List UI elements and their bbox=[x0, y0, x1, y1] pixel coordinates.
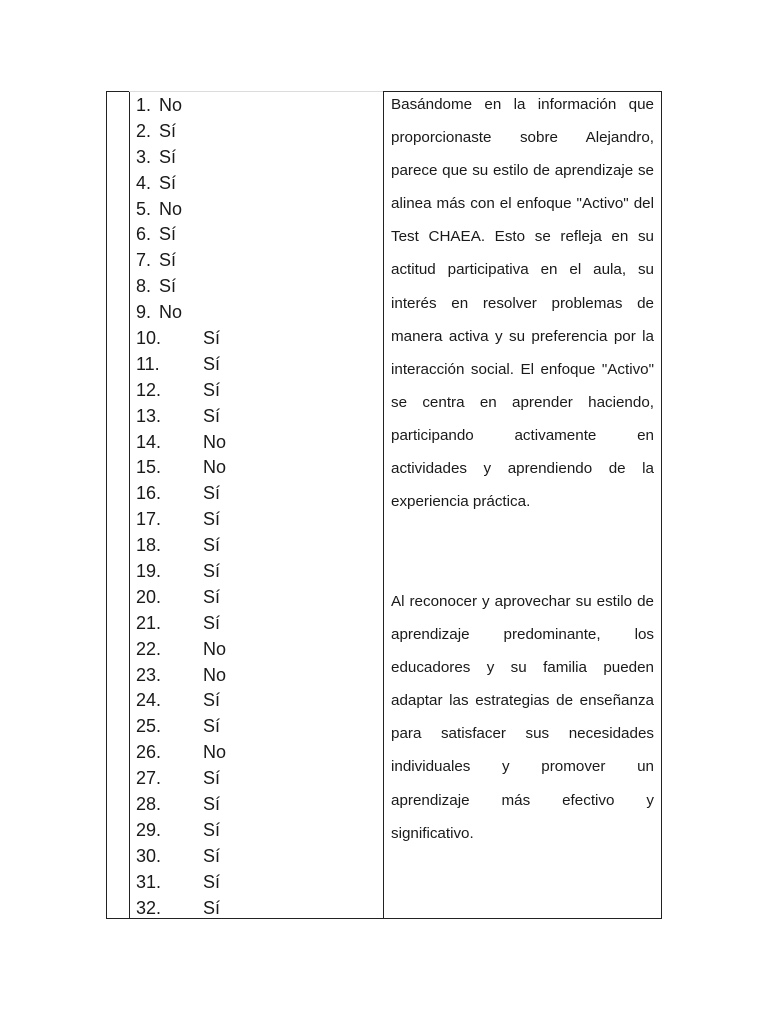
list-item bbox=[136, 274, 376, 300]
item-number: 32. bbox=[136, 897, 162, 918]
item-number: 11. bbox=[136, 353, 160, 374]
item-number: 22. bbox=[136, 638, 162, 659]
item-answer: Sí bbox=[203, 328, 221, 349]
item-number: 18. bbox=[136, 535, 162, 556]
list-item bbox=[136, 300, 376, 326]
list-item bbox=[136, 222, 376, 248]
list-item bbox=[136, 818, 376, 844]
item-number: 19. bbox=[136, 561, 162, 582]
list-item bbox=[136, 870, 376, 896]
list-item bbox=[136, 171, 376, 197]
list-item bbox=[136, 611, 376, 637]
item-answer: Sí bbox=[203, 586, 221, 607]
item-answer: Sí bbox=[203, 405, 221, 426]
item-number: 23. bbox=[136, 664, 162, 685]
list-item bbox=[136, 352, 376, 378]
list-item bbox=[136, 533, 376, 559]
item-number: 28. bbox=[136, 794, 162, 815]
list-item bbox=[136, 404, 376, 430]
analysis-paragraph-2: Al reconocer y aprovechar su estilo de aprendizaje predominante, los educadores y su familia pueden adaptar las estrategias de enseñanza para satisfacer sus necesidades individuales y promover un aprendizaje más efectivo y significativo. bbox=[391, 593, 654, 842]
item-answer: Sí bbox=[203, 871, 221, 892]
list-item bbox=[136, 197, 376, 223]
list-item bbox=[136, 430, 376, 456]
list-item bbox=[136, 714, 376, 740]
item-answer: Sí bbox=[159, 172, 177, 193]
top-left-edge bbox=[106, 91, 130, 92]
item-answer: Sí bbox=[159, 224, 177, 245]
item-number: 31. bbox=[136, 871, 162, 892]
item-answer: No bbox=[203, 431, 227, 452]
item-number: 26. bbox=[136, 742, 162, 763]
list-item bbox=[136, 507, 376, 533]
item-answer: Sí bbox=[203, 819, 221, 840]
item-number: 1. bbox=[136, 95, 152, 115]
item-answer: No bbox=[203, 638, 227, 659]
item-number: 16. bbox=[136, 483, 162, 504]
item-number: 15. bbox=[136, 457, 162, 478]
item-number: 6. bbox=[136, 224, 152, 245]
list-item bbox=[136, 896, 376, 922]
item-answer: No bbox=[159, 95, 183, 115]
list-item bbox=[136, 585, 376, 611]
item-answer: Sí bbox=[159, 250, 177, 271]
item-answer: Sí bbox=[203, 561, 221, 582]
item-answer: Sí bbox=[159, 146, 177, 167]
item-answer: Sí bbox=[203, 509, 221, 530]
item-number: 5. bbox=[136, 198, 152, 219]
item-answer: Sí bbox=[203, 845, 221, 866]
list-item bbox=[136, 844, 376, 870]
answers-list bbox=[136, 93, 376, 922]
item-number: 10. bbox=[136, 328, 162, 349]
inner-left-rule bbox=[129, 91, 130, 919]
item-number: 2. bbox=[136, 120, 152, 141]
item-number: 29. bbox=[136, 819, 162, 840]
item-answer: No bbox=[159, 198, 183, 219]
item-number: 9. bbox=[136, 302, 152, 323]
list-item bbox=[136, 326, 376, 352]
item-number: 30. bbox=[136, 845, 162, 866]
item-number: 13. bbox=[136, 405, 162, 426]
list-item bbox=[136, 455, 376, 481]
item-number: 20. bbox=[136, 586, 162, 607]
item-answer: No bbox=[203, 742, 227, 763]
list-item bbox=[136, 740, 376, 766]
list-item bbox=[136, 766, 376, 792]
item-answer: Sí bbox=[159, 120, 177, 141]
inner-top-rule bbox=[129, 91, 383, 92]
analysis-paragraph-1: Basándome en la información que proporcionaste sobre Alejandro, parece que su estilo de aprendizaje se alinea más con el enfoque "Activo" del Test CHAEA. Esto se refleja en su actitud participativa en el aula, su interés en resolver problemas de manera activa y su preferencia por la interacción social. El enfoque "Activo" se centra en aprender haciendo, participando activamente en actividades y aprendiendo de la experiencia práctica. bbox=[391, 96, 654, 511]
item-answer: Sí bbox=[203, 535, 221, 556]
item-answer: Sí bbox=[203, 379, 221, 400]
list-item bbox=[136, 145, 376, 171]
item-number: 27. bbox=[136, 768, 162, 789]
item-number: 4. bbox=[136, 172, 152, 193]
item-number: 8. bbox=[136, 276, 152, 297]
item-number: 3. bbox=[136, 146, 152, 167]
list-item bbox=[136, 663, 376, 689]
item-number: 7. bbox=[136, 250, 152, 271]
list-item bbox=[136, 93, 376, 119]
list-item bbox=[136, 688, 376, 714]
column-divider bbox=[383, 91, 384, 919]
item-number: 12. bbox=[136, 379, 162, 400]
list-item bbox=[136, 119, 376, 145]
list-item bbox=[136, 637, 376, 663]
item-answer: Sí bbox=[203, 716, 221, 737]
item-number: 25. bbox=[136, 716, 162, 737]
item-number: 14. bbox=[136, 431, 162, 452]
item-answer: Sí bbox=[203, 768, 221, 789]
list-item bbox=[136, 481, 376, 507]
list-item bbox=[136, 248, 376, 274]
list-item bbox=[136, 559, 376, 585]
item-answer: Sí bbox=[203, 690, 221, 711]
item-answer: Sí bbox=[203, 897, 221, 918]
item-answer: Sí bbox=[159, 276, 177, 297]
item-answer: No bbox=[203, 664, 227, 685]
item-answer: Sí bbox=[203, 612, 221, 633]
list-item bbox=[136, 792, 376, 818]
item-answer: Sí bbox=[203, 794, 221, 815]
list-item bbox=[136, 378, 376, 404]
item-answer: Sí bbox=[203, 483, 221, 504]
item-number: 21. bbox=[136, 612, 162, 633]
item-answer: No bbox=[203, 457, 227, 478]
item-answer: No bbox=[159, 302, 183, 323]
item-number: 17. bbox=[136, 509, 162, 530]
item-answer: Sí bbox=[203, 353, 221, 374]
item-number: 24. bbox=[136, 690, 162, 711]
